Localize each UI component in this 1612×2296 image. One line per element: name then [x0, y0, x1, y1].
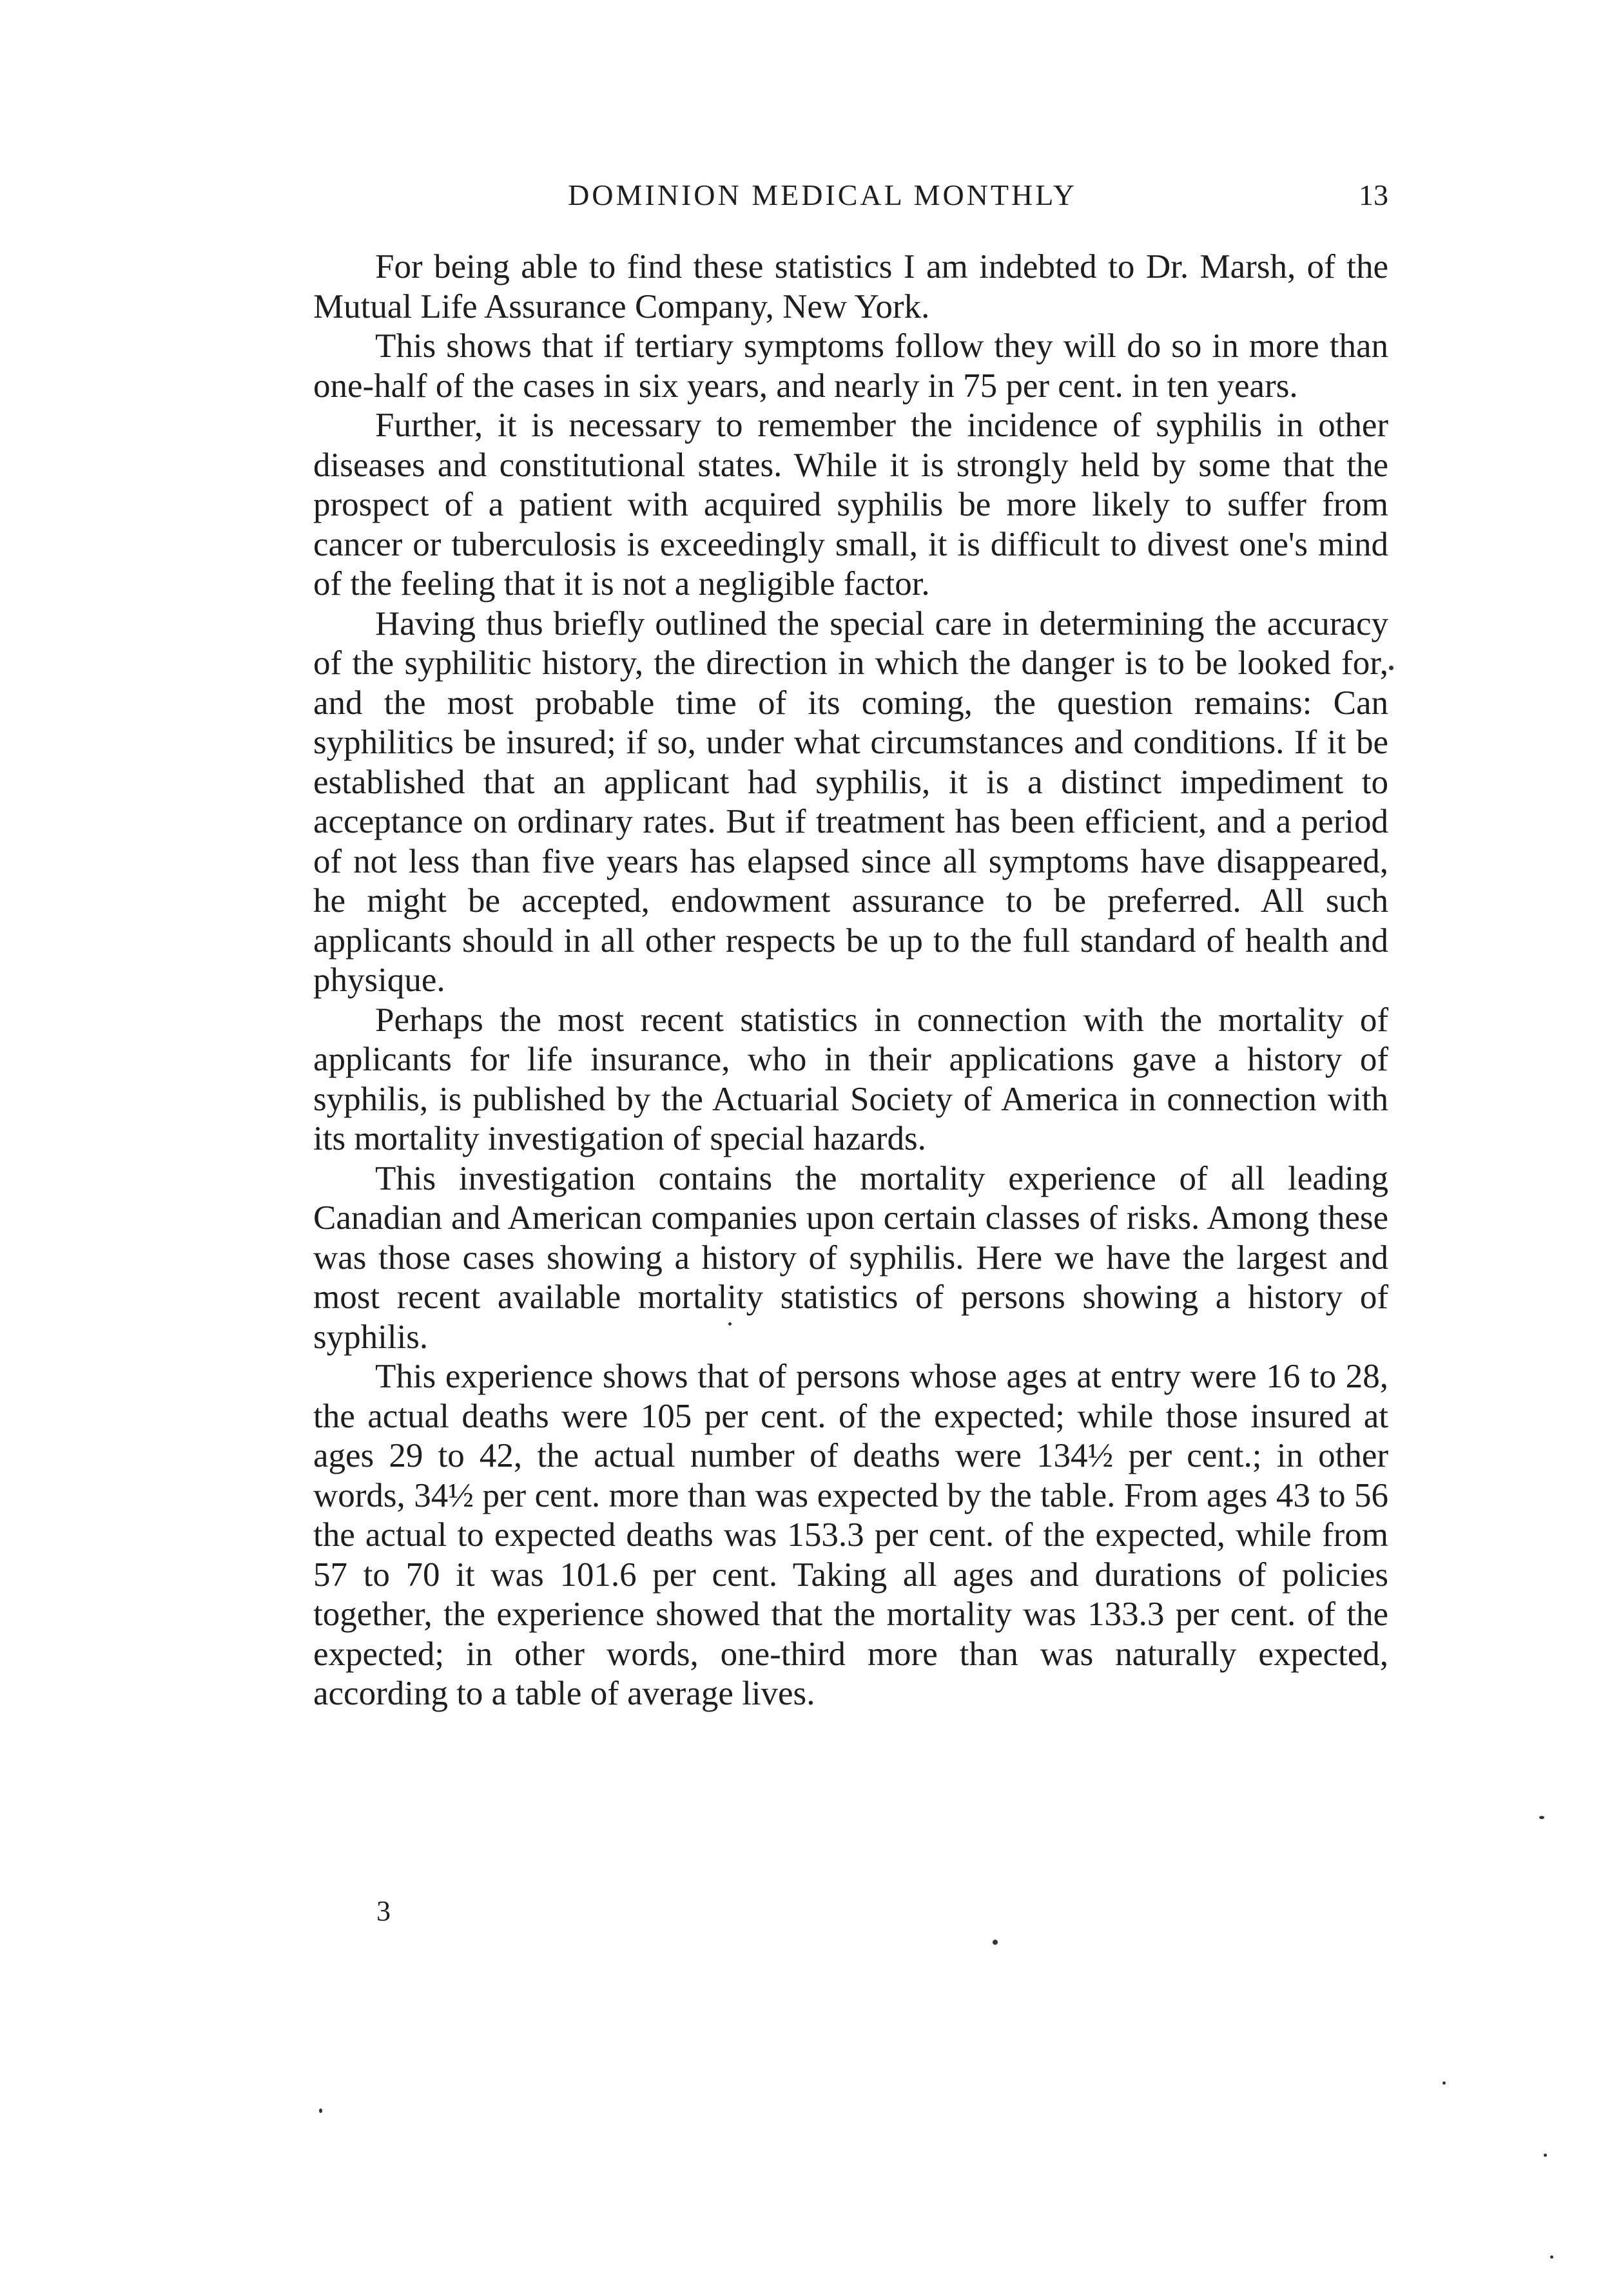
scan-speck	[1442, 2081, 1446, 2085]
paragraph-actuarial-society: Perhaps the most recent statistics in connection with the mortality of applicants for life insurance, who in their applications gave a history of syphilis, is published by the Actuarial Society of America in connection with its mortality investigation of special hazards.	[313, 1001, 1388, 1157]
paragraph-incidence: Further, it is necessary to remember the incidence of syphilis in other diseases and constitutional states. While it is strongly held by some that the prospect of a patient with acquired syphilis be more likely to suffer from cancer or tuberculosis is exceedingly small, it is difficult to divest one's mind of the feeling that it is not a negligible factor.	[313, 407, 1388, 603]
paragraph-acknowledgement: For being able to find these statistics I am indebted to Dr. Marsh, of the Mutual Life Assurance Company, New York.	[313, 248, 1388, 325]
scan-speck	[1550, 2255, 1553, 2259]
scan-speck	[993, 1940, 998, 1945]
scan-speck	[728, 1322, 732, 1326]
running-head	[313, 173, 1388, 218]
page-number: 13	[1359, 178, 1388, 211]
paragraph-insurability: Having thus briefly outlined the special care in determining the accuracy of the syphilitic history, the direction in which the danger is to be looked for, and the most probable time of its coming, the question remains: Can syphilitics be insured; if so, under what circumstances and conditions. If it be established that an applicant had syphilis, it is a distinct impediment to acceptance on ordinary rates. But if treatment has been efficient, and a period of not less than five years has elapsed since all symptoms have disappeared, he might be accepted, endowment assurance to be preferred. All such applicants should in all other respects be up to the full standard of health and physique.	[313, 604, 1388, 999]
paragraph-experience-results: This experience shows that of persons whose ages at entry were 16 to 28, the actual deaths were 105 per cent. of the expected; while those insured at ages 29 to 42, the actual number of deaths were 134½ per cent.; in other words, 34½ per cent. more than was expected by the table. From ages 43 to 56 the actual to expected deaths was 153.3 per cent. of the expected, while from 57 to 70 it was 101.6 per cent. Taking all ages and durations of policies together, the experience showed that the mortality was 133.3 per cent. of the expected; in other words, one-third more than was naturally expected, according to a table of average lives.	[313, 1358, 1388, 1712]
scan-speck	[319, 2108, 322, 2113]
article-body	[313, 247, 1388, 1714]
signature-mark: 3	[376, 1895, 391, 1927]
journal-title: DOMINION MEDICAL MONTHLY	[568, 178, 1077, 211]
paragraph-tertiary-symptoms: This shows that if tertiary symptoms follow they will do so in more than one-half of the cases in six years, and nearly in 75 per cent. in ten years.	[313, 327, 1388, 405]
paragraph-investigation: This investigation contains the mortality experience of all leading Canadian and American companies upon certain classes of risks. Among these was those cases showing a history of syphilis. Here we have the largest and most recent available mortality statistics of persons showing a history of syphilis.	[313, 1159, 1388, 1356]
scan-speck	[1544, 2154, 1547, 2157]
scan-speck	[1539, 1816, 1544, 1819]
scan-speck	[1389, 666, 1394, 670]
